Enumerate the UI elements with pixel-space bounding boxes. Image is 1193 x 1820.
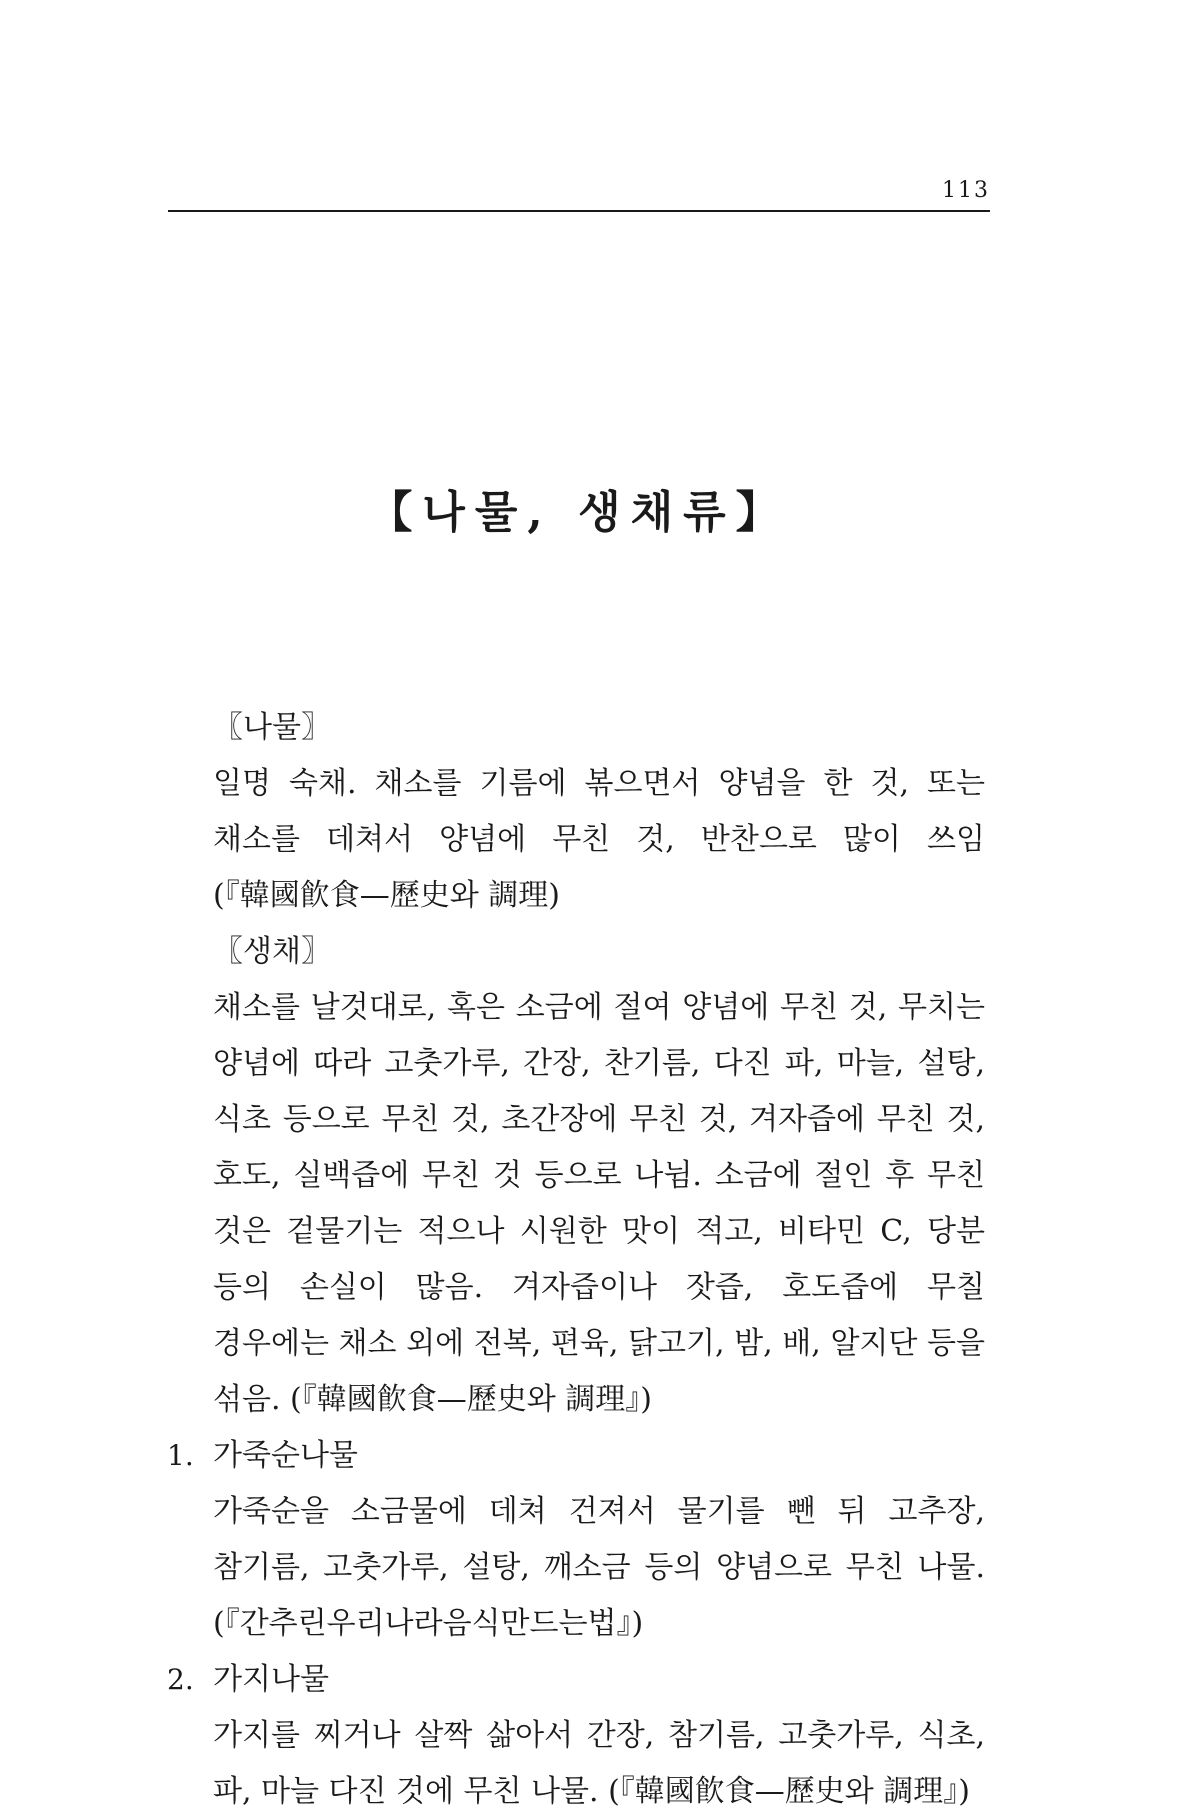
list-item-text: 가죽순을 소금물에 데쳐 건져서 물기를 뺀 뒤 고추장, 참기름, 고춧가루, 설탕, 깨소금 등의 양념으로 무친 나물. (『간추린우리나라음식만드는법』) xyxy=(213,1494,985,1641)
list-item xyxy=(167,1652,985,1820)
list-item-title: 가죽순나물 xyxy=(213,1438,358,1473)
entry-heading-namul: 〖나물〗 xyxy=(213,710,331,745)
header-rule xyxy=(168,210,990,212)
entry-text-namul: 일명 숙채. 채소를 기름에 볶으면서 양념을 한 것, 또는 채소를 데쳐서 양념에 무친 것, 반찬으로 많이 쓰임(『韓國飮食—歷史와 調理) xyxy=(213,766,985,913)
page-number: 113 xyxy=(942,178,990,203)
section-title: 【나물, 생채류】 xyxy=(368,487,790,538)
entry-namul xyxy=(213,700,985,924)
list-item-number: 2. xyxy=(167,1663,194,1696)
list-item-text: 가지를 찌거나 살짝 삶아서 간장, 참기름, 고춧가루, 식초, 파, 마늘 다진 것에 무친 나물. (『韓國飮食—歷史와 調理』) xyxy=(213,1718,985,1809)
entry-saengchae xyxy=(213,924,985,1428)
list-item xyxy=(167,1428,985,1652)
page-content xyxy=(167,700,985,1820)
list-item-title: 가지나물 xyxy=(213,1662,329,1697)
entry-heading-saengchae: 〖생채〗 xyxy=(213,934,331,969)
entry-text-saengchae: 채소를 날것대로, 혹은 소금에 절여 양념에 무친 것, 무치는 양념에 따라 고춧가루, 간장, 찬기름, 다진 파, 마늘, 설탕, 식초 등으로 무친 것, 초간장에 무친 것, 겨자즙에 무친 것, 호도, 실백즙에 무친 것 등으로 나뉨. 소금에 절인 후 무친 것은 겉물기는 적으나 시원한 맛이 적고, 비타민 C, 당분 등의 손실이 많음. 겨자즙이나 잣즙, 호도즙에 무칠 경우에는 채소 외에 전복, 편육, 닭고기, 밤, 배, 알지단 등을 섞음. (『韓國飮食—歷史와 調理』) xyxy=(213,990,985,1417)
list-item-number: 1. xyxy=(167,1439,194,1472)
